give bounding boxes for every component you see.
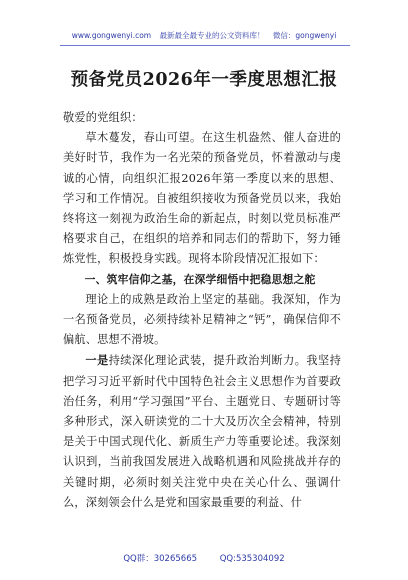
document-body — [63, 108, 341, 513]
footer-qq-group: QQ群：30265665 — [123, 554, 198, 564]
paragraph-theory: 理论上的成熟是政治上坚定的基础。我深知，作为一名预备党员，必须持续补足精神之“钙”，确保信仰不偏航、思想不滑坡。 — [63, 292, 341, 347]
intro-paragraph: 草木蔓发，春山可望。在这生机盎然、催人奋进的美好时节，我作为一名光荣的预备党员，怀着激动与虔诚的心情，向组织汇报2026年第一季度以来的思想、学习和工作情况。自被组织接收为预备党员以来，我始终将这一刻视为政治生命的新起点，时刻以党员标准严格要求自己，在组织的培养和同志们的帮助下，努力锤炼党性，积极投身实践。现将本阶段情况汇报如下： — [63, 131, 341, 266]
paragraph-study — [63, 350, 341, 513]
footer-qq: QQ:535304092 — [219, 554, 285, 564]
header-divider — [60, 45, 350, 46]
page-header — [0, 30, 408, 41]
page-footer — [0, 552, 408, 564]
header-slogan: 最新最全最专业的公文资料库！ — [159, 31, 265, 40]
header-wechat: 微信：gongwenyi — [272, 31, 337, 40]
point-lead: 一是 — [85, 353, 109, 368]
section-heading-1: 一、筑牢信仰之基，在深学细悟中把稳思想之舵 — [84, 272, 316, 286]
salutation: 敬爱的党组织： — [63, 111, 143, 124]
document-title: 预备党员2026年一季度思想汇报 — [70, 70, 338, 90]
point-text: 持续深化理论武装，提升政治判断力。我坚持把学习习近平新时代中国特色社会主义思想作为首要政治任务，利用“学习强国”平台、主题党日、专题研讨等多种形式，深入研读党的二十大及历次全会精神，特别是关于中国式现代化、新质生产力等重要论述。我深刻认识到，当前我国发展进入战略机遇和风险挑战并存的关键时期，必须时刻关注党中央在关心什么、强调什么，深刻领会什么是党和国家最重要的利益、什 — [63, 354, 341, 509]
header-url[interactable]: www.gongwenyi.com — [71, 31, 152, 40]
